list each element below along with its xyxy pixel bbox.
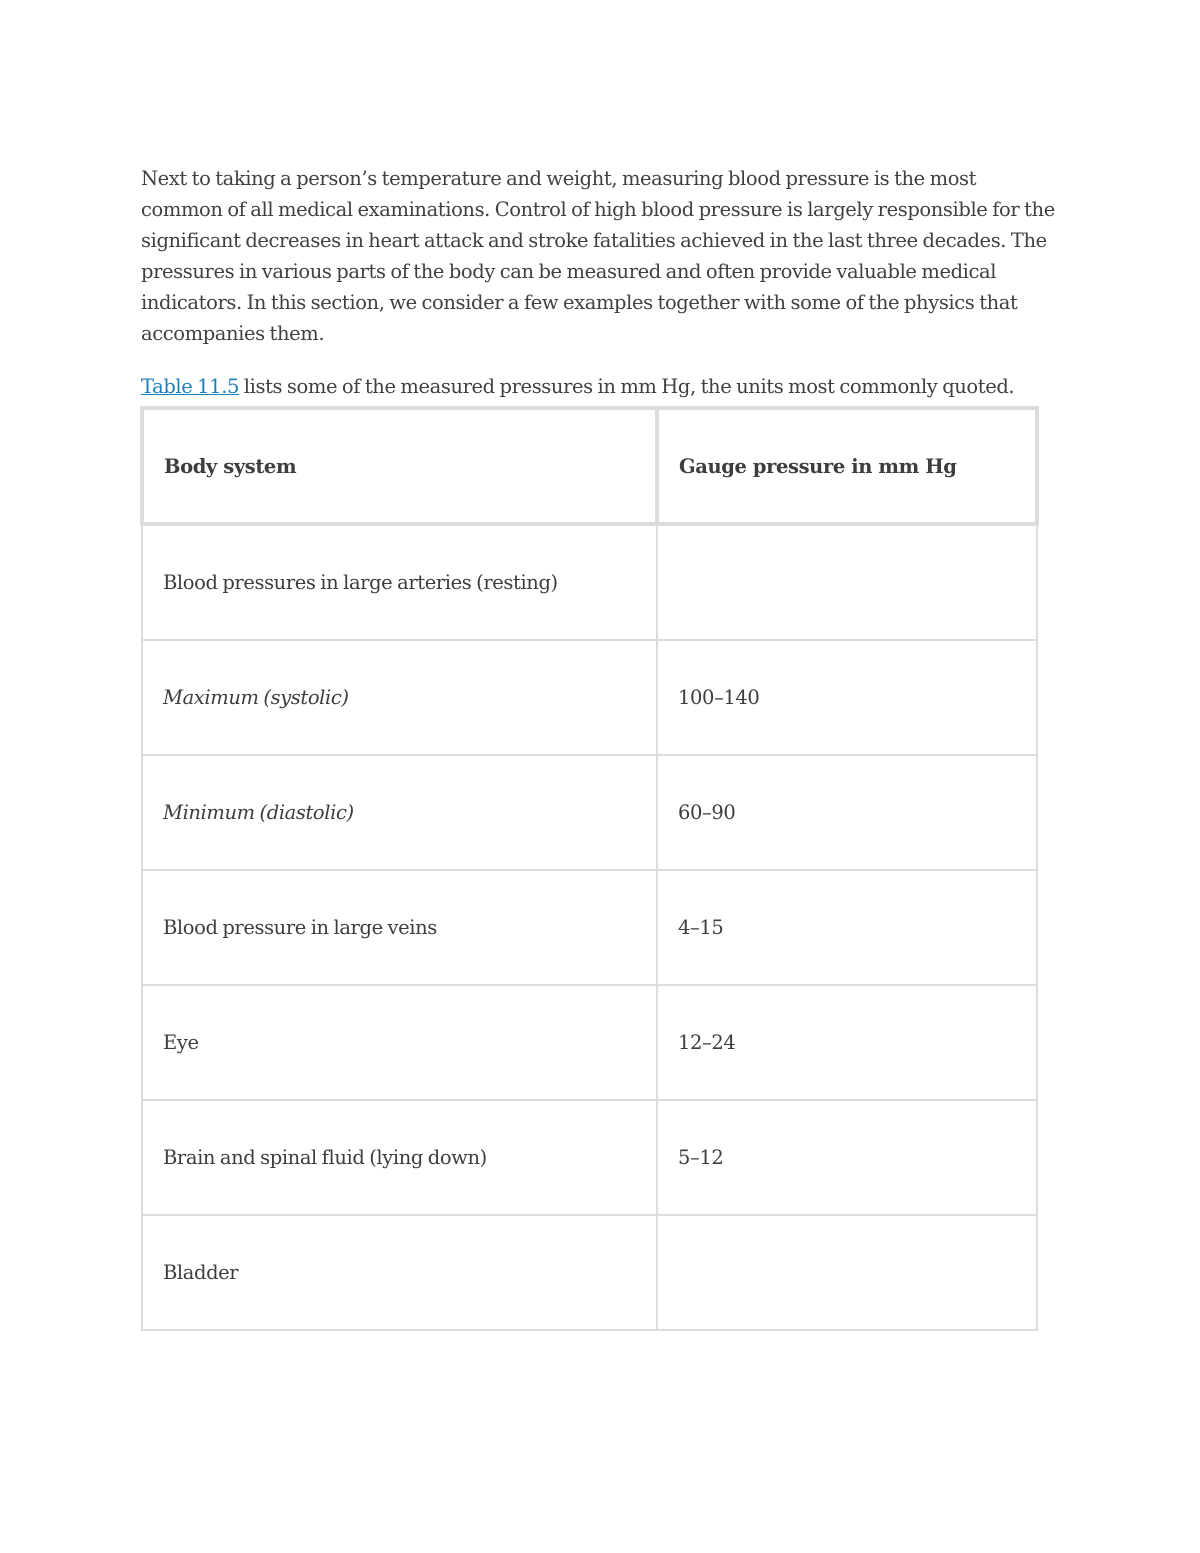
header-gauge-pressure: Gauge pressure in mm Hg	[657, 408, 1037, 524]
table-reference-text: lists some of the measured pressures in mm Hg, the units most commonly quoted.	[239, 375, 1015, 398]
table-row	[142, 1100, 1037, 1215]
cell-pressure: 60–90	[657, 755, 1037, 870]
cell-body-system: Blood pressures in large arteries (resting)	[142, 524, 657, 640]
cell-pressure: 4–15	[657, 870, 1037, 985]
cell-pressure	[657, 524, 1037, 640]
cell-body-system: Bladder	[142, 1215, 657, 1330]
intro-paragraph: Next to taking a person’s temperature and weight, measuring blood pressure is the most common of all medical examinations. Control of high blood pressure is largely responsible for the significant decreases in heart attack and stroke fatalities achieved in the last three decades. The pressures in various parts of the body can be measured and often provide valuable medical indicators. In this section, we consider a few examples together with some of the physics that accompanies them.	[141, 167, 1055, 345]
table-row	[142, 524, 1037, 640]
table-row	[142, 755, 1037, 870]
cell-body-system: Eye	[142, 985, 657, 1100]
table-row	[142, 870, 1037, 985]
document-page	[141, 163, 1061, 402]
header-body-system: Body system	[142, 408, 657, 524]
table-row	[142, 985, 1037, 1100]
cell-body-system: Blood pressure in large veins	[142, 870, 657, 985]
table-header-row	[142, 408, 1037, 524]
table-row	[142, 1215, 1037, 1330]
cell-body-system: Maximum (systolic)	[142, 640, 657, 755]
table-11-5-link[interactable]: Table 11.5	[141, 375, 239, 398]
cell-pressure	[657, 1215, 1037, 1330]
table-row	[142, 640, 1037, 755]
pressure-table	[140, 406, 1039, 1331]
cell-pressure: 12–24	[657, 985, 1037, 1100]
table-reference-sentence	[141, 371, 1061, 402]
cell-pressure: 5–12	[657, 1100, 1037, 1215]
cell-body-system: Brain and spinal fluid (lying down)	[142, 1100, 657, 1215]
cell-pressure: 100–140	[657, 640, 1037, 755]
cell-body-system: Minimum (diastolic)	[142, 755, 657, 870]
